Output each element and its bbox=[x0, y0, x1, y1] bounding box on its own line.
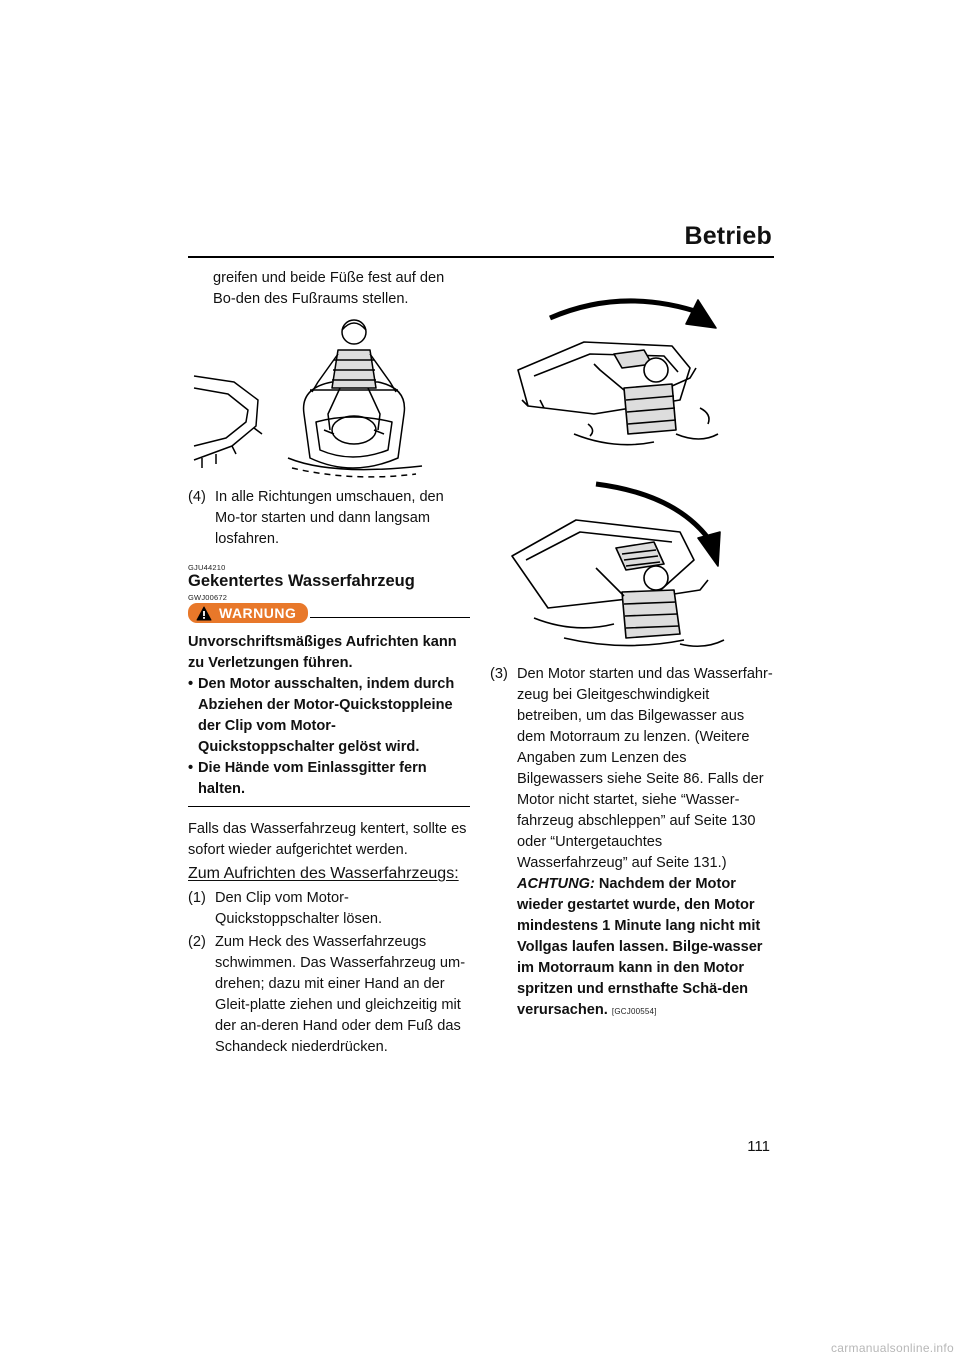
bullet-dot: • bbox=[188, 676, 194, 692]
page-header-title: Betrieb bbox=[684, 222, 772, 250]
step-1-text: Den Clip vom Motor-Quickstoppschalter lösen. bbox=[215, 890, 383, 927]
continuation-text: greifen und beide Füße fest auf den Bo-den des Fußraums stellen. bbox=[213, 270, 445, 307]
step-2 bbox=[188, 932, 470, 1058]
warning-bullet-2-text: Die Hände vom Einlassgitter fern halten. bbox=[198, 760, 427, 797]
step-2-text: Zum Heck des Wasserfahrzeugs schwimmen. Das Wasserfahrzeug um-drehen; dazu mit einer Hand an der Gleit-platte ziehen und gleichzeitig mit der an-deren Hand oder dem Fuß das Schandeck niederdrücken. bbox=[215, 934, 466, 1055]
step-3 bbox=[490, 664, 774, 1021]
right-column bbox=[490, 664, 774, 1021]
bullet-dot: • bbox=[188, 760, 194, 776]
step-1 bbox=[188, 888, 470, 930]
section-heading: Gekentertes Wasserfahrzeug bbox=[188, 572, 415, 590]
step-3-text: Den Motor starten und das Wasserfahr-zeug bei Gleitgeschwindigkeit betreiben, um das Bilgewasser aus dem Motorraum zu lenzen. (Weitere Angaben zum Lenzen des Bilgewassers siehe Seite 86. Falls der Motor nicht startet, siehe “Wasser-fahrzeug abschleppen” auf Seite 130 oder “Untergetauchtes Wasserfahrzeug” auf Seite 131.) bbox=[517, 666, 773, 871]
warning-label: WARNUNG bbox=[219, 604, 297, 621]
warning-header bbox=[188, 603, 470, 623]
left-column bbox=[188, 268, 470, 310]
warning-code: GWJ00672 bbox=[188, 593, 228, 602]
intro-text: Falls das Wasserfahrzeug kentert, sollte es sofort wieder aufgerichtet werden. bbox=[188, 821, 467, 858]
watermark: carmanualsonline.info bbox=[830, 1341, 954, 1355]
caution-text: Nachdem der Motor wieder gestartet wurde, den Motor mindestens 1 Minute lang nicht mit Vollgas laufen lassen. Bilge-wasser im Motorraum kann in den Motor spritzen und ernsthafte Schä-den verursachen. bbox=[517, 876, 763, 1018]
caution-label: ACHTUNG: bbox=[517, 876, 595, 892]
step-1-number: (1) bbox=[188, 890, 206, 906]
caution-code: [GCJ00554] bbox=[611, 1007, 657, 1016]
righting-illustration-top bbox=[504, 284, 734, 454]
step-2-number: (2) bbox=[188, 934, 206, 950]
warning-rule bbox=[310, 617, 470, 618]
righting-illustration-bottom bbox=[504, 468, 734, 654]
warning-badge bbox=[188, 603, 308, 623]
header-rule bbox=[188, 256, 774, 258]
warning-bullet-1 bbox=[188, 674, 470, 758]
left-column-lower bbox=[188, 487, 470, 1058]
step-3-content bbox=[517, 664, 774, 1021]
page-number: 111 bbox=[747, 1138, 770, 1155]
warning-bullet-2 bbox=[188, 758, 470, 800]
warning-intro: Unvorschriftsmäßiges Aufrichten kann zu Verletzungen führen. bbox=[188, 634, 457, 671]
step-3-number: (3) bbox=[490, 666, 508, 682]
warning-bullet-1-text: Den Motor ausschalten, indem durch Abziehen der Motor-Quickstoppleine der Clip vom Motor-Quickstoppschalter gelöst wird. bbox=[198, 676, 455, 755]
step-4-text: In alle Richtungen umschauen, den Mo-tor starten und dann langsam losfahren. bbox=[215, 489, 444, 547]
step-4-number: (4) bbox=[188, 489, 206, 505]
warning-triangle-icon bbox=[196, 606, 212, 621]
subheading: Zum Aufrichten des Wasserfahrzeugs: bbox=[188, 865, 459, 882]
warning-end-rule bbox=[188, 806, 470, 807]
step-4 bbox=[188, 487, 470, 550]
rider-illustration bbox=[192, 318, 432, 478]
section-code: GJU44210 bbox=[188, 563, 226, 572]
